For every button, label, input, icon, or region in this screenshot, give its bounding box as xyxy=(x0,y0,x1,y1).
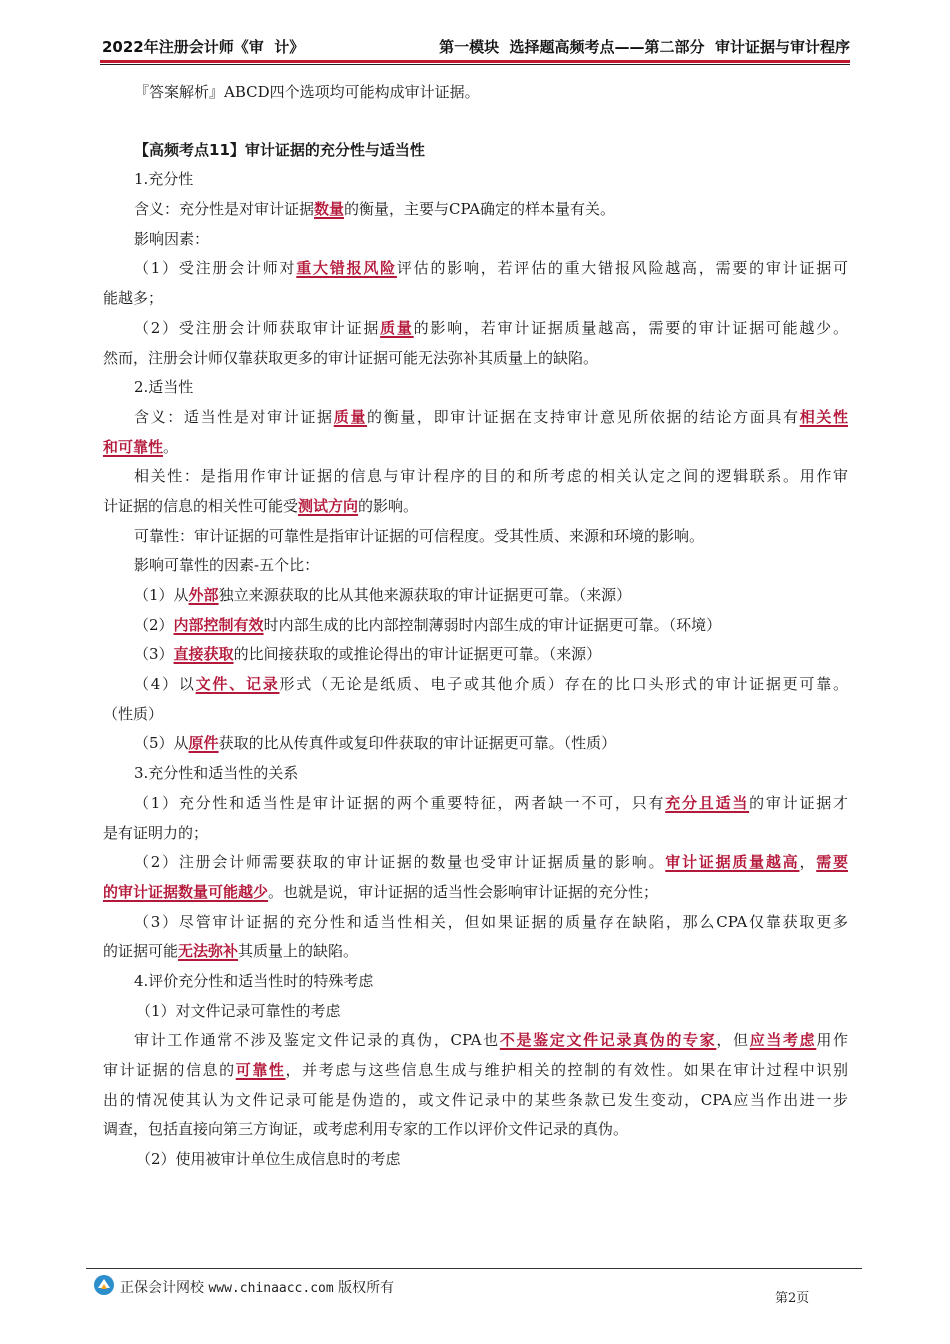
relationship-3: （3）尽管审计证据的充分性和适当性相关，但如果证据的质量存在缺陷，那么CPA仅靠获取更多 xyxy=(134,912,848,931)
document-body xyxy=(103,78,848,1175)
footer-rights: 版权所有 xyxy=(338,1280,395,1296)
factors-label: 影响因素： xyxy=(134,229,210,248)
footer-rule xyxy=(86,1268,862,1269)
footer-brand xyxy=(120,1277,394,1297)
reliability-1: （1）从外部独立来源获取的比从其他来源获取的审计证据更可靠。（来源） xyxy=(134,586,632,604)
reliability-4-cont: （性质） xyxy=(103,704,164,723)
heading-special-considerations: 4.评价充分性和适当性时的特殊考虑 xyxy=(134,971,374,990)
chinaacc-logo-icon xyxy=(93,1274,115,1296)
reliability-4: （4）以文件、记录形式（无论是纸质、电子或其他介质）存在的比口头形式的审计证据更可靠。 xyxy=(134,675,848,694)
sufficiency-definition: 含义：充分性是对审计证据数量的衡量，主要与CPA确定的样本量有关。 xyxy=(134,200,616,219)
appropriateness-definition: 含义：适当性是对审计证据质量的衡量，即审计证据在支持审计意见所依据的结论方面具有相关性 xyxy=(134,407,848,426)
header-rule-red xyxy=(100,60,850,63)
relevance-cont: 计证据的信息的相关性可能受测试方向的影响。 xyxy=(103,496,419,515)
document-paragraph-1: 审计工作通常不涉及鉴定文件记录的真伪，CPA也不是鉴定文件记录真伪的专家，但应当考虑用作 xyxy=(134,1031,848,1050)
subheading-document-reliability: （1）对文件记录可靠性的考虑 xyxy=(136,1001,341,1020)
heading-sufficiency: 1.充分性 xyxy=(134,170,194,189)
five-comparisons: 影响可靠性的因素-五个比： xyxy=(134,556,320,575)
relationship-2: （2）注册会计师需要获取的审计证据的数量也受审计证据质量的影响。审计证据质量越高，需要 xyxy=(134,853,848,872)
header-title: 2022年注册会计师《审 计》 xyxy=(102,38,305,56)
relationship-3-cont: 的证据可能无法弥补其质量上的缺陷。 xyxy=(103,942,359,961)
reliability-3: （3）直接获取的比间接获取的或推论得出的审计证据更可靠。（来源） xyxy=(134,645,602,664)
document-paragraph-4: 调查，包括直接向第三方询证，或考虑利用专家的工作以评价文件记录的真伪。 xyxy=(103,1120,629,1139)
reliability-5: （5）从原件获取的比从传真件或复印件获取的审计证据更可靠。（性质） xyxy=(134,734,617,753)
factor-2-cont: 然而，注册会计师仅靠获取更多的审计证据可能无法弥补其质量上的缺陷。 xyxy=(103,348,599,367)
factor-1: （1）受注册会计师对重大错报风险评估的影响，若评估的重大错报风险越高，需要的审计证据可 xyxy=(134,259,848,278)
reliability-2: （2）内部控制有效时内部生成的比内部控制薄弱时内部生成的审计证据更可靠。（环境） xyxy=(134,615,722,634)
heading-appropriateness: 2.适当性 xyxy=(134,378,194,397)
relationship-1: （1）充分性和适当性是审计证据的两个重要特征，两者缺一不可，只有充分且适当的审计证据才 xyxy=(134,793,848,812)
footer-domain: www.chinaacc.com xyxy=(208,1281,334,1296)
highlight-quality: 质量 xyxy=(380,318,414,337)
footer-brand-name: 正保会计网校 xyxy=(120,1280,204,1296)
factor-2: （2）受注册会计师获取审计证据质量的影响，若审计证据质量越高，需要的审计证据可能越少。 xyxy=(134,318,848,337)
section-title: 【高频考点11】审计证据的充分性与适当性 xyxy=(134,140,425,159)
relevance: 相关性：是指用作审计证据的信息与审计程序的目的和所考虑的相关认定之间的逻辑联系。用作审 xyxy=(134,467,848,486)
page-header xyxy=(100,34,850,56)
reliability: 可靠性：审计证据的可靠性是指审计证据的可信程度。受其性质、来源和环境的影响。 xyxy=(134,526,705,545)
document-paragraph-3: 出的情况使其认为文件记录可能是伪造的，或文件记录中的某些条款已发生变动，CPA应当作出进一步 xyxy=(103,1090,848,1109)
subheading-entity-information: （2）使用被审计单位生成信息时的考虑 xyxy=(136,1150,401,1169)
page-number: 第2页 xyxy=(775,1291,810,1306)
answer-analysis: 『答案解析』ABCD四个选项均可能构成审计证据。 xyxy=(134,83,480,101)
relationship-2-cont: 的审计证据数量可能越少。也就是说，审计证据的适当性会影响审计证据的充分性； xyxy=(103,882,659,901)
highlight-risk: 重大错报风险 xyxy=(296,259,397,278)
header-section: 第一模块 选择题高频考点——第二部分 审计证据与审计程序 xyxy=(439,38,850,56)
factor-1-cont: 能越多； xyxy=(103,289,164,308)
relationship-1-cont: 是有证明力的； xyxy=(103,823,209,842)
appropriateness-definition-cont: 和可靠性。 xyxy=(103,437,179,456)
header-rule-black xyxy=(100,64,850,65)
heading-relationship: 3.充分性和适当性的关系 xyxy=(134,764,299,783)
document-paragraph-2: 审计证据的信息的可靠性，并考虑与这些信息生成与维护相关的控制的有效性。如果在审计过程中识别 xyxy=(103,1061,848,1079)
highlight-quantity: 数量 xyxy=(314,200,345,219)
